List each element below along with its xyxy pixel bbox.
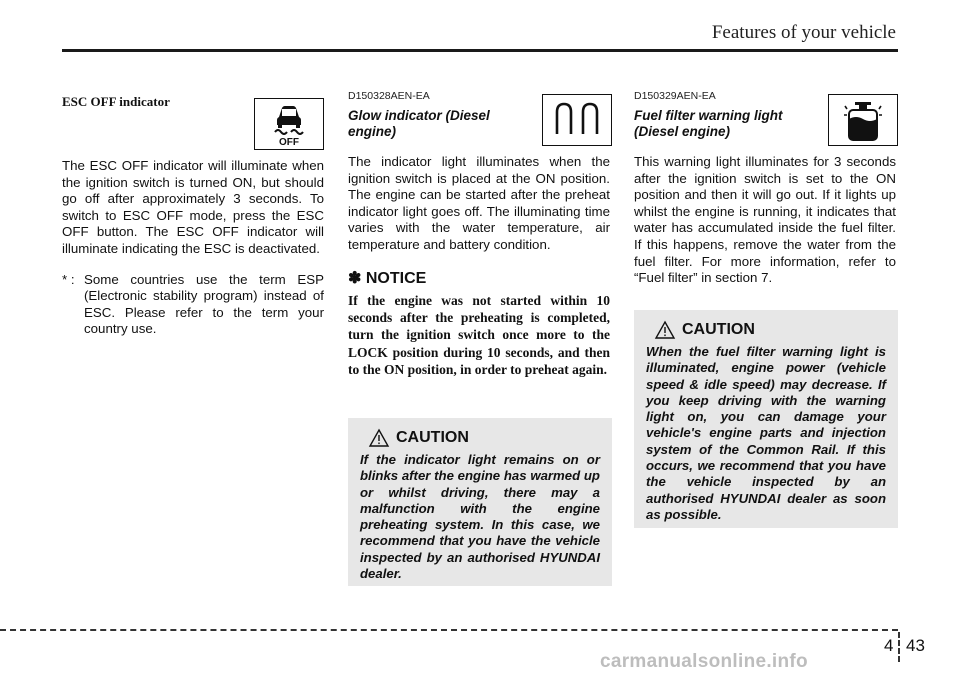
glow-doc-code: D150328AEN-EA (348, 90, 430, 102)
fuel-caution-box (634, 310, 898, 528)
notice-title: ✽ NOTICE (348, 269, 427, 287)
fuel-body: This warning light illuminates for 3 seconds after the ignition switch is set to the ON position and then it will go out. If it lights up whilst the engine is running, it indicates that water has accumulated inside the fuel filter. If this happens, remove the water from the fuel filter. For more information, refer to “Fuel filter” in section 7. (634, 154, 896, 286)
glow-caution-box (348, 418, 612, 586)
esc-off-icon-label: OFF (279, 137, 299, 147)
page-header-title: Features of your vehicle (711, 22, 896, 43)
fuel-subtitle: Fuel filter warning light (Diesel engine) (634, 108, 783, 139)
footer-rule (0, 629, 898, 631)
esc-off-car-icon (259, 101, 319, 147)
watermark-text: carmanualsonline.info (600, 651, 808, 672)
column-fuel-filter (634, 88, 896, 287)
header-rule (62, 49, 898, 52)
esc-off-icon-box (254, 98, 324, 150)
warning-triangle-icon (368, 428, 390, 448)
page-section-number: 4 (884, 636, 894, 655)
column-glow-indicator (348, 88, 610, 379)
glow-caution-title: CAUTION (396, 429, 469, 446)
footnote-text: Some countries use the term ESP (Electronic stability program) instead of ESC. Please refer to the term your country use. (84, 271, 324, 337)
page-number-separator (898, 632, 900, 662)
fuel-doc-code: D150329AEN-EA (634, 90, 716, 102)
esc-off-title: ESC OFF indicator (62, 94, 170, 109)
glow-plug-icon (547, 98, 607, 142)
esc-off-heading-area (62, 94, 324, 156)
esc-footnote (62, 272, 324, 338)
fuel-icon-box (828, 94, 898, 146)
fuel-caution-head (654, 320, 886, 340)
glow-caution-body: If the indicator light remains on or blinks after the engine has warmed up or whilst driving, there may a malfunction with the engine preheating system. In this case, we recommend that you have the vehicle inspected by an authorised HYUNDAI dealer. (360, 452, 600, 582)
fuel-heading-area (634, 90, 896, 154)
column-esc-off (62, 88, 324, 338)
footnote-mark: * : (62, 271, 75, 287)
warning-triangle-icon (654, 320, 676, 340)
notice-body: If the engine was not started within 10 seconds after the preheating is completed, turn the ignition switch once more to the LOCK position during 10 seconds, and then to the ON position, in order to preheat again. (348, 292, 610, 378)
glow-caution-head (368, 428, 600, 448)
glow-icon-box (542, 94, 612, 146)
glow-heading-area (348, 90, 610, 154)
fuel-filter-icon (833, 97, 893, 143)
fuel-caution-title: CAUTION (682, 321, 755, 338)
fuel-caution-body: When the fuel filter warning light is illuminated, engine power (vehicle speed & idle speed) may decrease. If you keep driving with the warning light on, you can damage your vehicle's engine parts and injection system of the Common Rail. If this occurs, we recommend that you have the vehicle inspected by an authorised HYUNDAI dealer as soon as possible. (646, 344, 886, 522)
esc-off-body: The ESC OFF indicator will illuminate when the ignition switch is turned ON, but should go off after approximately 3 seconds. To switch to ESC OFF mode, press the ESC OFF button. The ESC OFF indicator will illuminate indicating the ESC is deactivated. (62, 158, 324, 256)
page-number: 43 (906, 636, 925, 655)
glow-body: The indicator light illuminates when the ignition switch is placed at the ON position. The engine can be started after the preheat indicator light goes off. The illuminating time varies with the water temperature, air temperature and battery condition. (348, 154, 610, 252)
glow-subtitle: Glow indicator (Diesel engine) (348, 108, 490, 139)
